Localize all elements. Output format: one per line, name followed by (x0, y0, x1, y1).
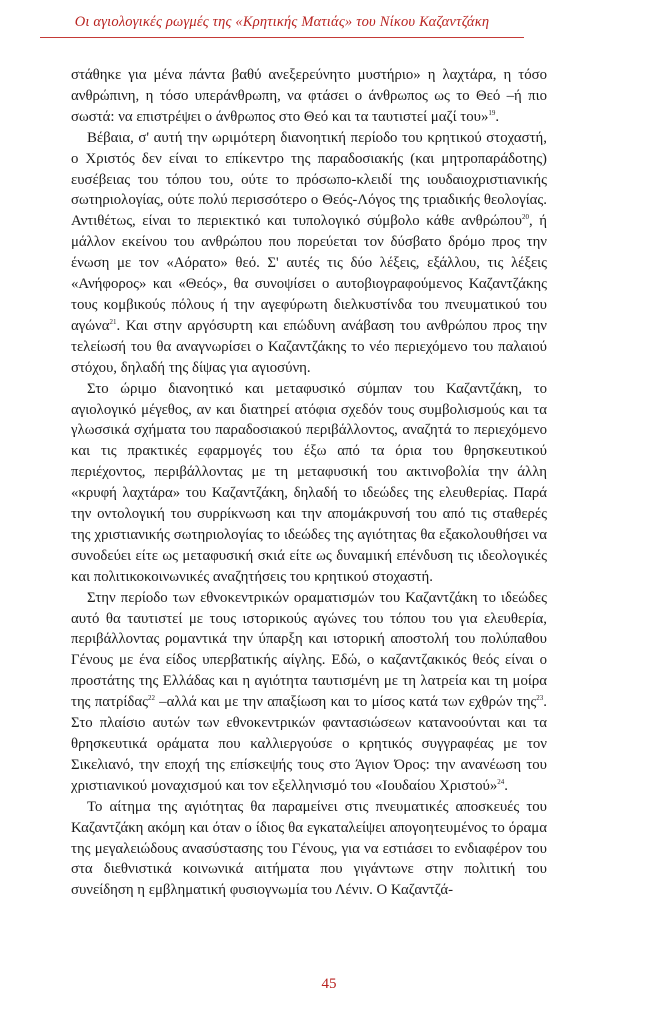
header-rule (40, 37, 524, 38)
footnote-ref-22: 22 (147, 694, 155, 703)
paragraph-text: στάθηκε για μένα πάντα βαθύ ανεξερεύνητο μυστήριο» η λαχτάρα, η τόσο ανθρώπινη, η τόσο υπεράνθρωπη, να φτάσει ο άνθρωπος ως το Θεό –ή πιο σωστά: να επιστρέψει ο άνθρωπος στο Θεό και τα ταυτιστεί μαζί του» (71, 67, 547, 125)
paragraph-text: Το αίτημα της αγιότητας θα παραμείνει στις πνευματικές αποσκευές του Καζαντζάκη ακόμη και όταν ο ίδιος θα εγκαταλείψει απογοητευμένος το όραμα της μεγαλειώδους ανασύστασης του Γένους, για να εστιάσει το ενδιαφέρον του στα διεθνιστικά κοινωνικά αιτήματα που γιγάντωνε στην πολιτική του συνείδηση η εμβληματική φυσιογνωμία του Λένιν. Ο Καζαντζά- (71, 798, 547, 899)
paragraph-text: . Στο πλαίσιο αυτών των εθνοκεντρικών φαντασιώσεων κατανοούνται και τα θρησκευτικά οράματα που καλλιεργούσε ο κρητικός συγγραφέας με τον Σικελιανό, την εποχή της επίσκεψής τους στο Άγιον Όρος: την ανανέωση του χριστιανικού μοναχισμού και τον εξελληνισμό του «Ιουδαίου Χριστού» (71, 694, 547, 794)
footnote-ref-23: 23 (536, 694, 544, 703)
page-number: 45 (321, 976, 337, 992)
paragraph-text: Στο ώριμο διανοητικό και μεταφυσικό σύμπαν του Καζαντζάκη, το αγιολογικό μέγεθος, αν και διατηρεί ατόφια σχεδόν τους συμβολισμούς και τα γλωσσικά σχήματα του παραδοσιακού περιβάλλοντος, αναζητά το περιεχόμενο και τις πρακτικές εφαρμογές του έξω από τα όρια του θρησκευτικού περιέχοντος, περιβάλλοντας με τη μεταφυσική του ακτινοβολία την άλλη «κρυφή λαχτάρα» του Καζαντζάκη, δηλαδή το ιδεώδες της ελευθερίας. Παρά την οντολογική του συρρίκνωση και την απομάκρυνσή του από τις σταθερές της χριστιανικής σωτηριολογίας το ιδεώδες της αγιότητας θα εξακολουθήσει να συνοδεύει είτε ως μεταφυσική σκιά είτε ως δυναμική επένδυση τις ιδεολογικές και πολιτικοκοινωνικές αναζητήσεις του κρητικού στοχαστή. (71, 380, 547, 585)
paragraph-2 (71, 128, 547, 379)
paragraph-text: . Και στην αργόσυρτη και επώδυνη ανάβαση του ανθρώπου προς την τελείωσή του θα αναγνωρίσει ο Καζαντζάκης το νέο περιεχόμενο του παλαιού στόχου, δηλαδή της δίψας για αγιοσύνη. (71, 317, 547, 376)
footnote-ref-21: 21 (109, 317, 117, 326)
body-text (71, 65, 547, 901)
paragraph-3 (71, 379, 547, 588)
paragraph-text: Στην περίοδο των εθνοκεντρικών οραματισμών του Καζαντζάκη το ιδεώδες αυτό θα ταυτιστεί με τους ιστορικούς αγώνες του τόπου του για ελευθερία, περιβάλλοντας ρομαντικά την ύπαρξη και ιστορική αποστολή του πολύπαθου Γένους με ένα είδος υπερβατικής αίγλης. Εδώ, ο καζαντζακικός θεός είναι ο προστάτης της Ελλάδας και η αγιότητα ταυτισμένη με τη λατρεία και τη μοίρα της πατρίδας (71, 589, 547, 711)
paragraph-5 (71, 797, 547, 902)
paragraph-text: . (504, 777, 508, 794)
paragraph-text: Βέβαια, σ' αυτή την ωριμότερη διανοητική περίοδο του κρητικού στοχαστή, ο Χριστός δεν είναι το επίκεντρο της παραδοσιακής (και μητροπαράδοτης) ευσέβειας του τόπου του, ούτε το πρόσωπο-κλειδί της ιουδαιοχριστιανικής σωτηριολογίας, ούτε πολύ περισσότερο ο Θεός-Λόγος της τριαδικής θεολογίας. Αντιθέτως, είναι το περιεκτικό και τυπολογικό σύμβολο κάθε ανθρώπου (71, 129, 547, 230)
paragraph-1 (71, 65, 547, 128)
paragraph-text: , ή μάλλον εκείνου του ανθρώπου που πορεύεται τον δύσβατο δρόμο προς την ένωση με τον «Αόρατο» θεό. Σ' αυτές τις δύο λέξεις, εξάλλου, τις λέξεις «Ανήφορος» και «Θεός», θα συνοψίσει ο αυτοβιογραφούμενος Καζαντζάκης τους κομβικούς πόλους ή την αγεφύρωτη διελκυστίνδα του πνευματικού του αγώνα (71, 213, 547, 334)
footnote-ref-24: 24 (497, 777, 505, 786)
paragraph-4 (71, 588, 547, 797)
footnote-ref-20: 20 (522, 213, 530, 222)
footnote-ref-19: 19 (488, 108, 496, 117)
paragraph-text: . (495, 108, 500, 125)
paragraph-text: –αλλά και με την απαξίωση και το μίσος κατά των εχθρών της (154, 694, 537, 711)
running-header: Οι αγιολογικές ρωγμές της «Κρητικής Ματιάς» του Νίκου Καζαντζάκη (74, 14, 490, 30)
